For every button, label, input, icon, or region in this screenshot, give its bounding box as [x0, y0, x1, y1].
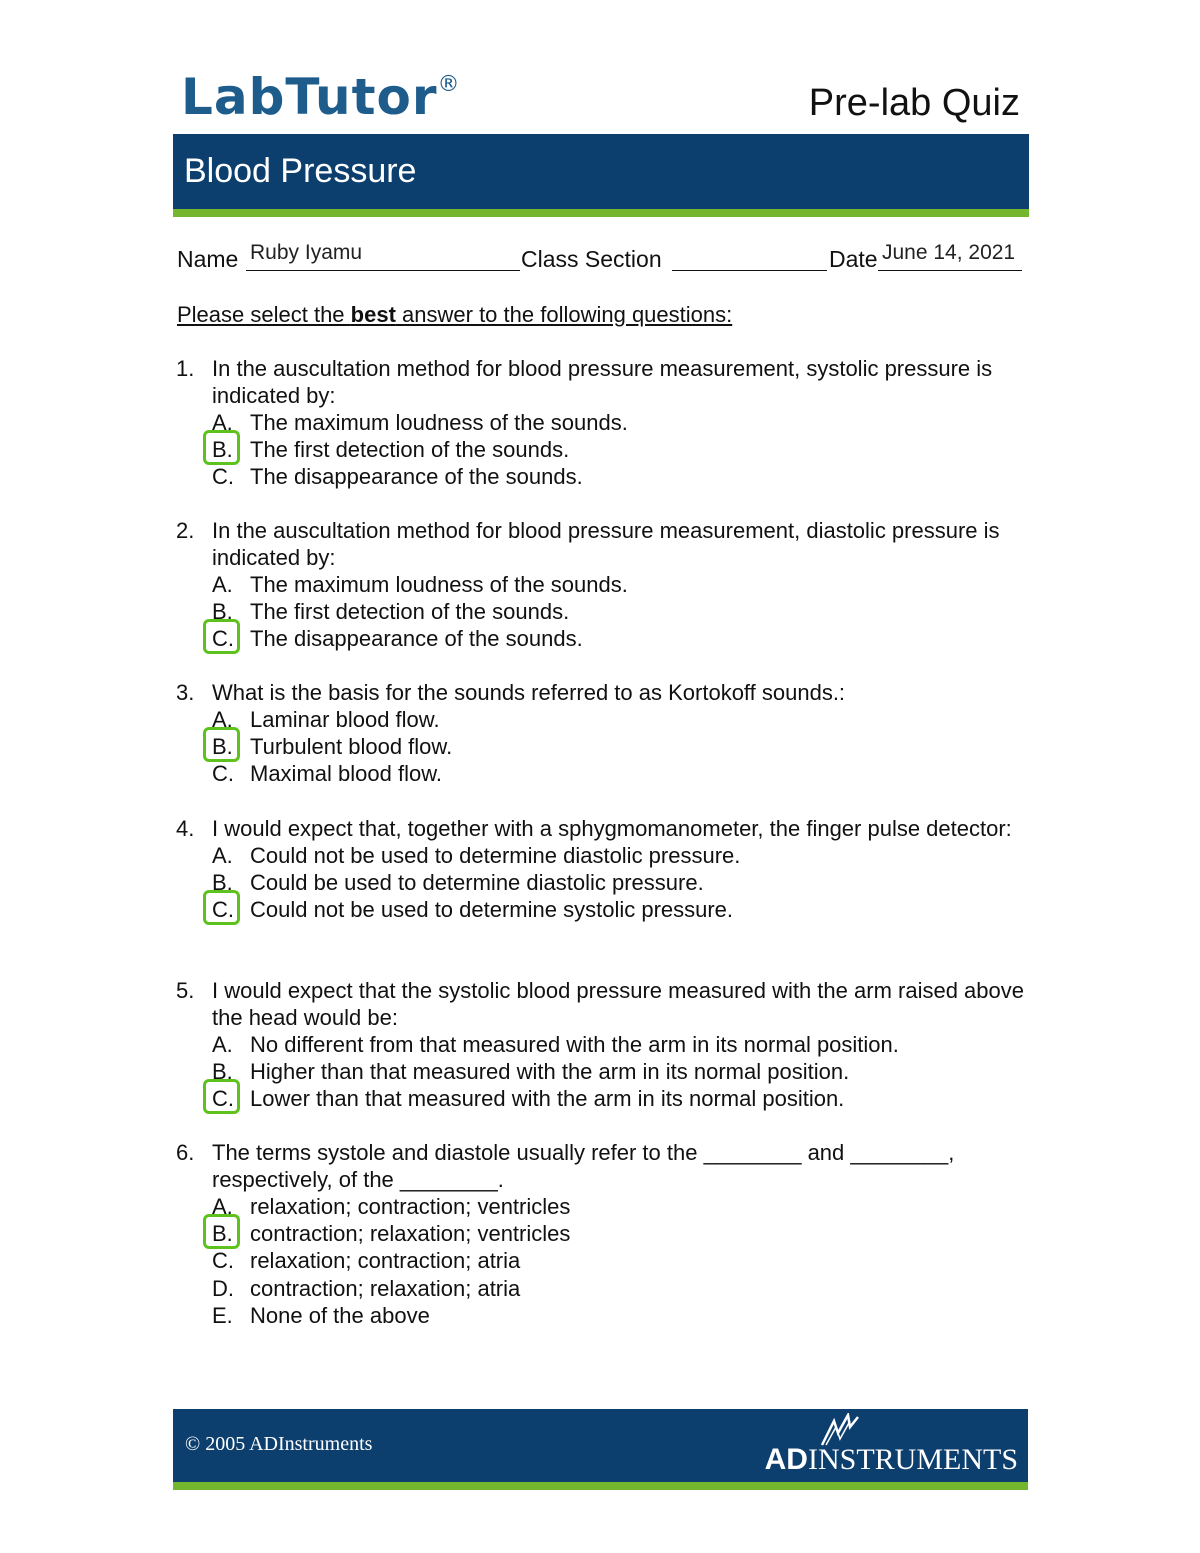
- option-text: The maximum loudness of the sounds.: [250, 572, 628, 598]
- option-text: Lower than that measured with the arm in its normal position.: [250, 1086, 845, 1112]
- option-text: Could not be used to determine systolic pressure.: [250, 897, 734, 923]
- option-text: Maximal blood flow.: [250, 761, 442, 787]
- option-text: contraction; relaxation; atria: [250, 1275, 521, 1301]
- option-text: relaxation; contraction; ventricles: [250, 1194, 571, 1220]
- option-letter: A.: [212, 572, 233, 598]
- option-letter-selected: B.: [212, 436, 250, 463]
- labtutor-logo: [181, 68, 461, 126]
- option-text: No different from that measured with the arm in its normal position.: [250, 1032, 899, 1058]
- name-field[interactable]: [246, 270, 520, 271]
- question-number: 6.: [176, 1140, 195, 1165]
- name-value: Ruby Iyamu: [250, 241, 363, 264]
- footer-accent-stripe: [173, 1482, 1028, 1490]
- class-section-label: Class Section: [521, 246, 662, 272]
- instructions: [177, 302, 732, 328]
- option-letter-selected: C.: [212, 1085, 250, 1112]
- question-text: I would expect that the systolic blood pressure measured with the arm raised above the head would be:: [212, 978, 1024, 1030]
- option-text: relaxation; contraction; atria: [250, 1248, 521, 1274]
- option-letter-selected: C.: [212, 625, 250, 652]
- option-letter: B.: [212, 1059, 233, 1085]
- option-c[interactable]: [212, 1247, 1036, 1274]
- footer-banner: [173, 1409, 1028, 1482]
- option-letter: A.: [212, 843, 233, 869]
- option-letter-selected: B.: [212, 733, 250, 760]
- question-6: [176, 1139, 1036, 1329]
- option-letter-selected: B.: [212, 1220, 250, 1247]
- option-a[interactable]: [212, 1193, 1036, 1220]
- quiz-title: Pre-lab Quiz: [808, 82, 1020, 124]
- option-letter: A.: [212, 1032, 233, 1058]
- option-b[interactable]: [212, 598, 1036, 625]
- option-a[interactable]: [212, 571, 1036, 598]
- question-4: [176, 815, 1036, 924]
- option-e[interactable]: [212, 1302, 1036, 1329]
- question-2: [176, 517, 1036, 653]
- option-text: The disappearance of the sounds.: [250, 626, 583, 652]
- option-b[interactable]: [212, 436, 1036, 463]
- question-number: 5.: [176, 978, 195, 1003]
- option-letter: C.: [212, 464, 234, 490]
- option-text: The disappearance of the sounds.: [250, 464, 583, 490]
- adinstruments-wordmark: [765, 1443, 1018, 1477]
- option-text: The first detection of the sounds.: [250, 599, 570, 625]
- option-text: None of the above: [250, 1302, 430, 1328]
- option-letter: B.: [212, 870, 233, 896]
- option-c[interactable]: [212, 760, 1036, 787]
- title-banner: [173, 134, 1029, 209]
- option-a[interactable]: [212, 706, 1036, 733]
- option-text: The maximum loudness of the sounds.: [250, 410, 628, 436]
- option-text: Laminar blood flow.: [250, 707, 440, 733]
- copyright-text: © 2005 ADInstruments: [185, 1433, 373, 1455]
- question-1: [176, 355, 1036, 491]
- option-b[interactable]: [212, 869, 1036, 896]
- registered-mark: ®: [437, 72, 461, 97]
- brand-rest: INSTRUMENTS: [807, 1443, 1018, 1476]
- date-field[interactable]: [878, 270, 1022, 271]
- option-text: Higher than that measured with the arm in its normal position.: [250, 1059, 850, 1085]
- option-letter: A.: [212, 410, 233, 436]
- question-text: The terms systole and diastole usually refer to the ________ and ________, respectively, of the ________.: [212, 1140, 955, 1192]
- banner-accent-stripe: [173, 209, 1029, 217]
- date-label: Date: [829, 246, 878, 272]
- question-number: 3.: [176, 680, 195, 705]
- option-letter: A.: [212, 1194, 233, 1220]
- name-label: Name: [177, 246, 239, 272]
- brand-bold: AD: [764, 1443, 808, 1476]
- option-c[interactable]: [212, 1085, 1036, 1112]
- question-text: In the auscultation method for blood pressure measurement, diastolic pressure is indicated by:: [212, 518, 1000, 570]
- question-text: I would expect that, together with a sphygmomanometer, the finger pulse detector:: [212, 816, 1012, 841]
- question-text: What is the basis for the sounds referred to as Kortokoff sounds.:: [212, 680, 846, 705]
- question-number: 2.: [176, 518, 195, 543]
- option-letter: C.: [212, 1248, 234, 1274]
- question-3: [176, 679, 1036, 788]
- question-number: 4.: [176, 816, 195, 841]
- option-b[interactable]: [212, 733, 1036, 760]
- option-letter-selected: C.: [212, 896, 250, 923]
- question-5: [176, 977, 1036, 1113]
- option-letter: E.: [212, 1302, 233, 1328]
- option-text: contraction; relaxation; ventricles: [250, 1221, 571, 1247]
- option-letter: A.: [212, 707, 233, 733]
- option-text: Turbulent blood flow.: [250, 734, 453, 760]
- option-b[interactable]: [212, 1220, 1036, 1247]
- option-a[interactable]: [212, 842, 1036, 869]
- page-title: Blood Pressure: [184, 152, 417, 190]
- logo-text: LabTutor: [181, 68, 438, 126]
- option-a[interactable]: [212, 409, 1036, 436]
- class-section-field[interactable]: [672, 270, 827, 271]
- instructions-after: answer to the following questions:: [395, 302, 733, 327]
- option-b[interactable]: [212, 1058, 1036, 1085]
- option-letter: B.: [212, 599, 233, 625]
- option-text: Could not be used to determine diastolic pressure.: [250, 843, 741, 869]
- option-c[interactable]: [212, 896, 1036, 923]
- option-d[interactable]: [212, 1275, 1036, 1302]
- instructions-bold: best: [350, 302, 396, 327]
- instructions-before: Please select the: [177, 302, 351, 327]
- question-text: In the auscultation method for blood pressure measurement, systolic pressure is indicated by:: [212, 356, 993, 408]
- option-c[interactable]: [212, 625, 1036, 652]
- option-text: The first detection of the sounds.: [250, 437, 570, 463]
- option-a[interactable]: [212, 1031, 1036, 1058]
- option-letter: D.: [212, 1275, 234, 1301]
- option-c[interactable]: [212, 463, 1036, 490]
- date-value: June 14, 2021: [882, 241, 1016, 264]
- question-number: 1.: [176, 356, 195, 381]
- option-letter: C.: [212, 761, 234, 787]
- adinstruments-logo-icon: [820, 1413, 860, 1447]
- option-text: Could be used to determine diastolic pressure.: [250, 870, 704, 896]
